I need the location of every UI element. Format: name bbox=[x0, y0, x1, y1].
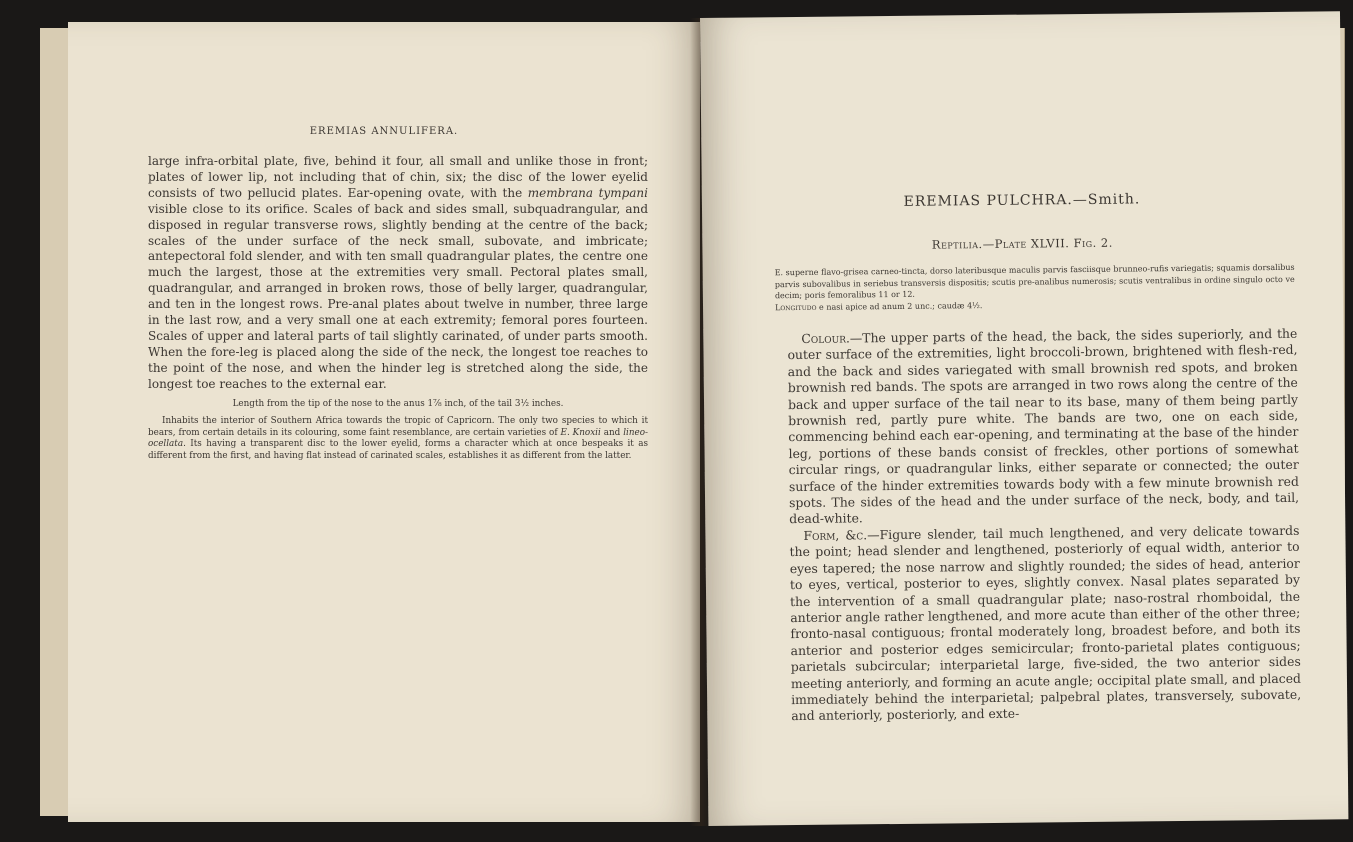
length-note: Length from the tip of the nose to the anus 1⅞ inch, of the tail 3½ inches. bbox=[232, 398, 564, 409]
right-page bbox=[700, 11, 1348, 826]
running-head: EREMIAS ANNULIFERA. bbox=[309, 126, 459, 137]
colour-label: Colour. bbox=[801, 330, 850, 346]
form-label: Form, &c. bbox=[803, 527, 868, 543]
length-label: Longitudo bbox=[774, 302, 817, 312]
page-edges bbox=[40, 28, 69, 816]
description-paragraph: large infra-orbital plate, five, behind it four, all small and unlike those in front; plates of lower lip, not including that of chin, six; the disc of the lower eyelid consists of two pellucid plates. Ear-opening ovate, with the membrana tympani visible close to its orifice. Scales of back and sides small, subquadrangular, and disposed in regular transverse rows, slightly bending at the centre of the back; scales of the under surface of the neck small, subovate, and imbricate; antepectoral fold slender, and with ten small quadrangular plates, the centre one much the largest, those at the extremities very small. Pectoral plates small, quadrangular, and arranged in broken rows, those of belly larger, quadrangular, and ten in the longest rows. Pre-anal plates about twelve in number, three large in the last row, and a very small one at each extremity; femoral pores fourteen. Scales of upper and lateral parts of tail slightly carinated, of under parts smooth. When the fore-leg is placed along the side of the neck, the longest toe reaches to the point of the nose, and when the hinder leg is stretched along the side, the longest toe reaches to the external ear. bbox=[148, 154, 648, 391]
plate-reference: Reptilia.—Plate XLVII. Fig. 2. bbox=[931, 235, 1113, 252]
habitat-paragraph: Inhabits the interior of Southern Africa towards the tropic of Capricorn. The only two species to which it bears, from certain details in its colouring, some faint resemblance, are certain varieties of E. Knoxii and lineo-ocellata. Its having a transparent disc to the lower eyelid, forms a character which at once bespeaks it as different from the first, and having flat instead of carinated scales, establishes it as different from the latter. bbox=[148, 416, 649, 461]
colour-paragraph: Colour.—The upper parts of the head, the back, the sides superiorly, and the outer surface of the extremities, light broccoli-brown, brightened with flesh-red, and the back and sides variegated with small brownish red spots, and broken brownish red bands. The spots are arranged in two rows along the centre of the back and upper surface of the tail near to its base, many of them being partly brownish red, partly pure white. The bands are two, one on each side, commencing behind each ear-opening, and terminating at the base of the hinder leg, portions of these bands consist of freckles, other portions of somewhat circular rings, or quadrangular links, either separate or connected; the outer surface of the hinder extremities towards body with a few minute brownish red spots. The sides of the head and the under surface of the neck, body, and tail, dead-white. bbox=[787, 325, 1300, 527]
latin-diagnosis: E. superne flavo-grisea carneo-tincta, dorso lateribusque maculis parvis fasciisque brunneo-rufis variegatis; squamis dorsalibus parvis subovalibus in seriebus transversis dispositis; scutis pre-analibus numerosis; scutis ventralibus in ordine singulo octo ve decim; poris femoralibus 11 or 12. Longitudo e nasi apice ad anum 2 unc.; caudæ 4½. bbox=[774, 262, 1295, 312]
form-paragraph: Form, &c.—Figure slender, tail much lengthened, and very delicate towards the point; head slender and lengthened, posteriorly of equal width, anterior to eyes tapered; the nose narrow and slightly rounded; the sides of head, anterior to eyes, vertical, posterior to eyes, slightly convex. Nasal plates separated by the intervention of a small quadrangular plate; naso-rostral rhomboidal, the anterior angle rather lengthened, and more acute than either of the other three; fronto-nasal contiguous; frontal moderately long, broadest before, and both its anterior and posterior edges semicircular; fronto-parietal plates contiguous; parietals subcircular; interparietal large, five-sided, the two anterior sides meeting anteriorly, and forming an acute angle; occipital plate small, and placed immediately behind the interparietal; palpebral plates, transversely, subovate, and anteriorly, posteriorly, and exte- bbox=[789, 522, 1302, 724]
left-body-text bbox=[148, 154, 648, 462]
left-page bbox=[68, 22, 700, 822]
species-title: EREMIAS PULCHRA.—Smith. bbox=[903, 191, 1141, 210]
right-body-text bbox=[787, 326, 1301, 725]
length-value: e nasi apice ad anum 2 unc.; caudæ 4½. bbox=[816, 300, 983, 312]
